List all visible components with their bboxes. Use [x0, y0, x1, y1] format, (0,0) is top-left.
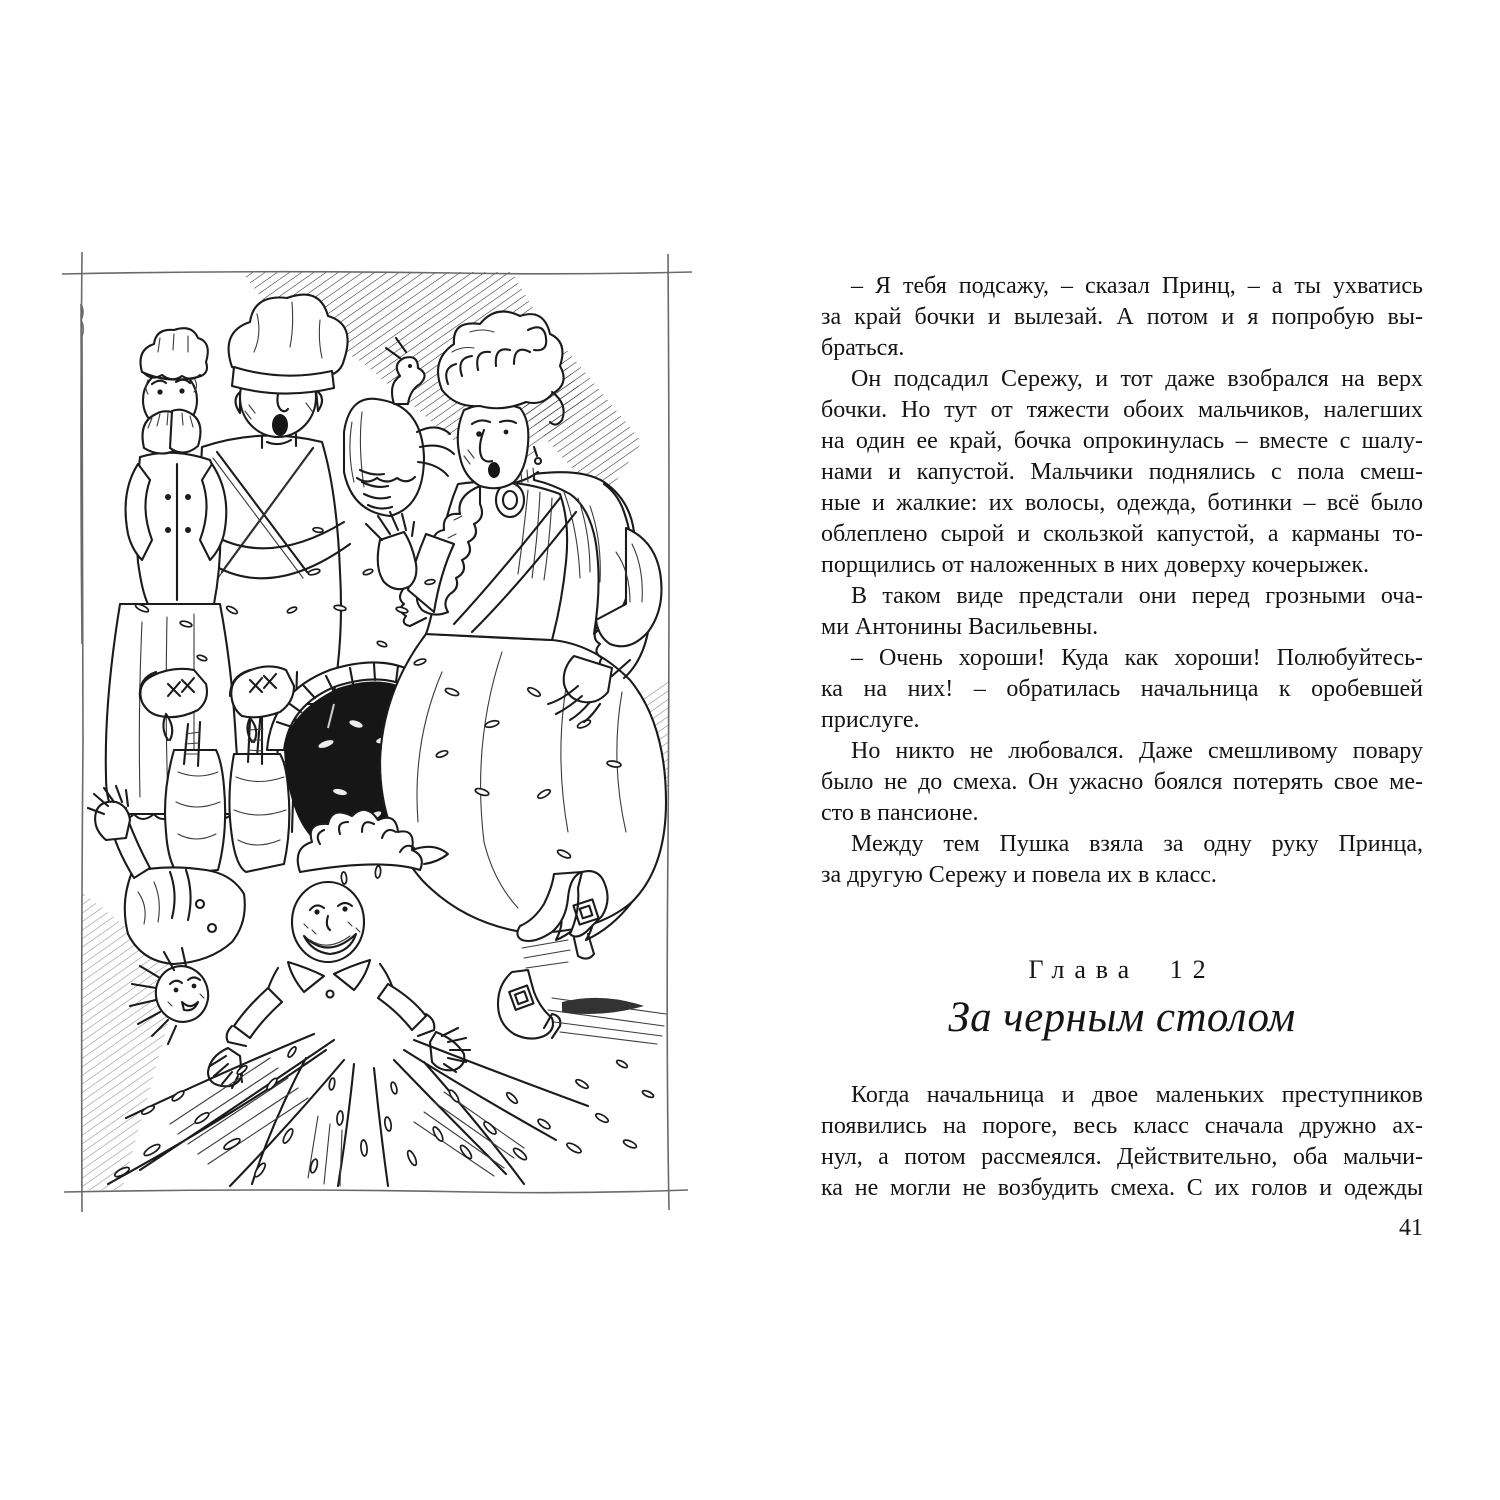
text-line: ка не могли не возбудить смеха. С их голов и одежды — [821, 1175, 1423, 1201]
text-block-bottom — [821, 1080, 1423, 1204]
text-line: Но никто не любовался. Даже смешливому повару — [851, 738, 1423, 764]
paragraph — [821, 829, 1423, 891]
text-line: – Я тебя подсажу, – сказал Принц, – а ты ухватись — [851, 273, 1423, 299]
text-line: браться. — [821, 335, 905, 361]
text-line: бочки. Но тут от тяжести обоих мальчиков, налегших — [821, 397, 1423, 423]
text-line: за другую Сережу и повела их в класс. — [821, 862, 1217, 888]
text-line: ные и жалкие: их волосы, одежда, ботинки – всё было — [821, 490, 1423, 516]
text-line: нами и капустой. Мальчики поднялись с пола смеш- — [821, 459, 1423, 485]
text-line: было не до смеха. Он ужасно боялся потерять свое ме- — [821, 769, 1423, 795]
paragraph — [821, 271, 1423, 364]
text-line: сто в пансионе. — [821, 800, 979, 826]
text-block-top — [821, 271, 1423, 891]
text-line: нул, а потом рассмеялся. Действительно, оба мальчи- — [821, 1144, 1423, 1170]
text-line: В таком виде предстали они перед грозными оча- — [851, 583, 1423, 609]
text-line: – Очень хороши! Куда как хороши! Полюбуйтесь- — [851, 645, 1423, 671]
paragraph — [821, 581, 1423, 643]
text-line: Между тем Пушка взяла за одну руку Принца, — [851, 831, 1423, 857]
paragraph — [821, 736, 1423, 829]
text-line: на один ее край, бочка опрокинулась – вместе с шалу- — [821, 428, 1423, 454]
chapter-title: За черным столом — [948, 994, 1296, 1041]
text-line: облеплено сырой и скользкой капустой, а карманы то- — [821, 521, 1423, 547]
text-line: появились на пороге, весь класс сначала дружно ах- — [821, 1113, 1423, 1139]
text-line: прислуге. — [821, 707, 920, 733]
text-line: Он подсадил Сережу, и тот даже взобрался на верх — [851, 366, 1423, 392]
text-line: Когда начальница и двое маленьких преступников — [851, 1082, 1423, 1108]
page-number: 41 — [1399, 1215, 1423, 1241]
paragraph — [821, 643, 1423, 736]
paragraph — [821, 1080, 1423, 1204]
chapter-label: Глава 12 — [1028, 955, 1216, 984]
text-line: порщились от наложенных в них доверху кочерыжек. — [821, 552, 1369, 578]
text-line: за край бочки и вылезай. А потом и я попробую вы- — [821, 304, 1423, 330]
text-line: ка на них! – обратилась начальница к оробевшей — [821, 676, 1423, 702]
text-line: ми Антонины Васильевны. — [821, 614, 1099, 640]
paragraph — [821, 364, 1423, 581]
